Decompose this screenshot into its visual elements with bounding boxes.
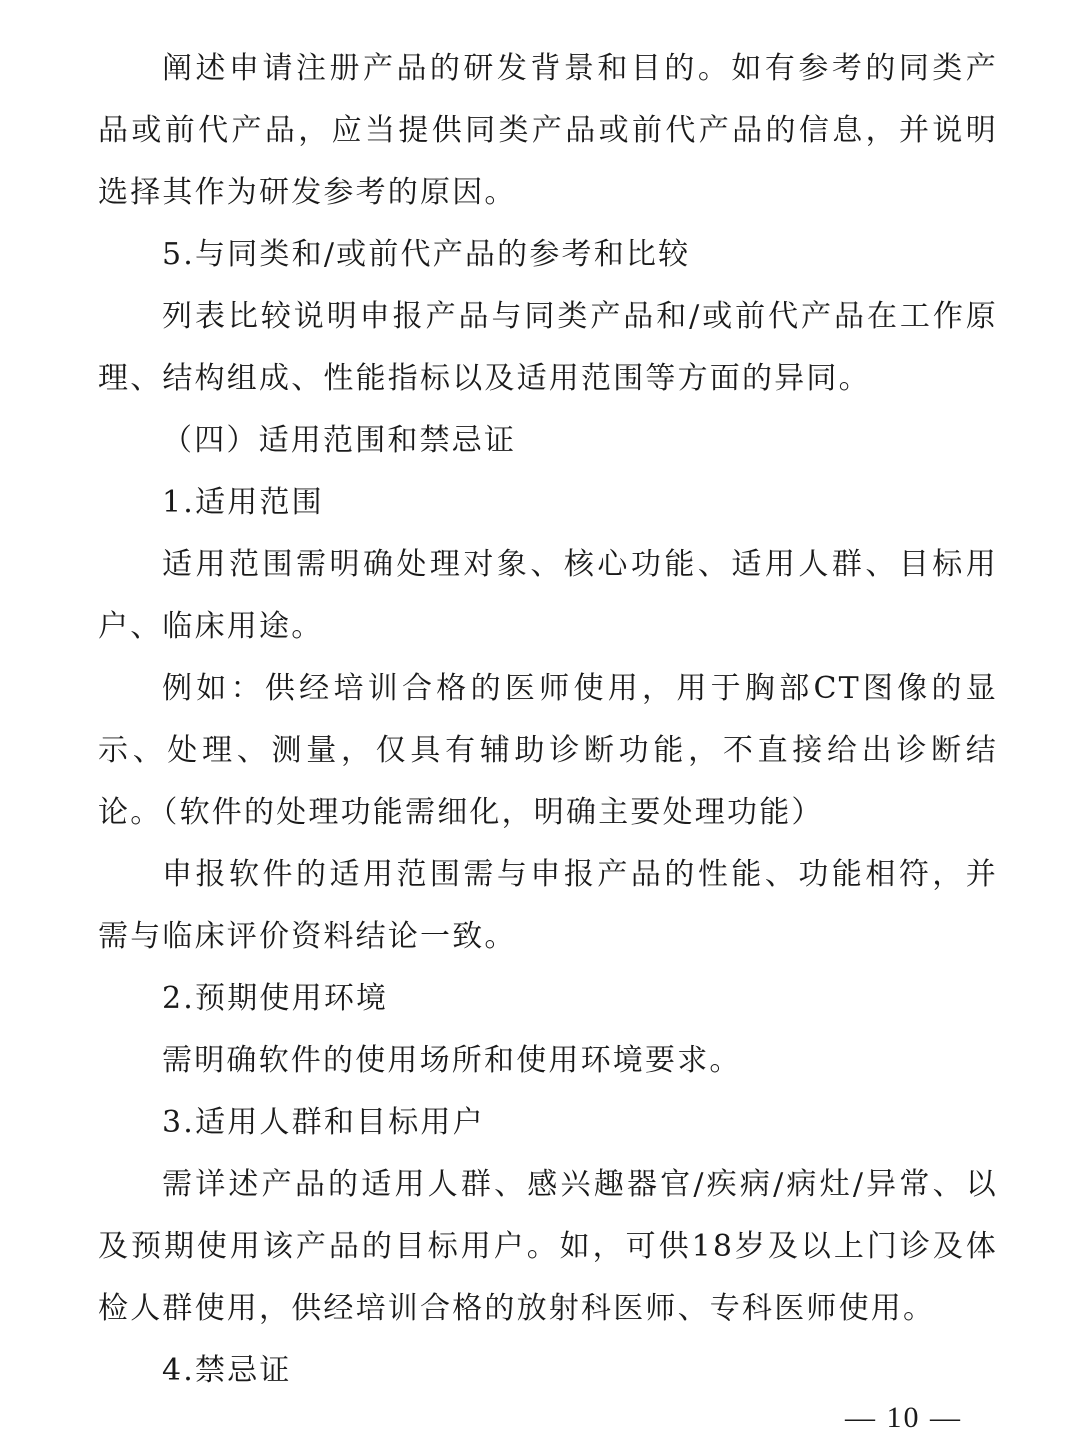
section-heading-contraindications: 4.禁忌证 — [162, 1353, 292, 1388]
paragraph-scope-example: 例如：供经培训合格的医师使用，用于胸部CT图像的显示、处理、测量，仅具有辅助诊断功能，不直接给出诊断结论。（软件的处理功能需细化，明确主要处理功能） — [98, 671, 998, 830]
section-heading-scope-contraindications: （四）适用范围和禁忌证 — [162, 423, 517, 458]
paragraph-research-background: 阐述申请注册产品的研发背景和目的。如有参考的同类产品或前代产品，应当提供同类产品或前代产品的信息，并说明选择其作为研发参考的原因。 — [98, 51, 998, 210]
paragraph-scope: 适用范围需明确处理对象、核心功能、适用人群、目标用户、临床用途。 — [98, 547, 998, 644]
paragraph-population-users: 需详述产品的适用人群、感兴趣器官/疾病/病灶/异常、以及预期使用该产品的目标用户。如，可供18岁及以上门诊及体检人群使用，供经培训合格的放射科医师、专科医师使用。 — [98, 1167, 998, 1326]
page-number: — 10 — — [845, 1401, 962, 1434]
paragraph-scope-consistency: 申报软件的适用范围需与申报产品的性能、功能相符，并需与临床评价资料结论一致。 — [98, 857, 998, 954]
section-heading-scope: 1.适用范围 — [162, 485, 324, 520]
section-heading-population-users: 3.适用人群和目标用户 — [162, 1105, 485, 1140]
section-heading-environment: 2.预期使用环境 — [162, 981, 389, 1016]
paragraph-environment: 需明确软件的使用场所和使用环境要求。 — [162, 1043, 742, 1078]
document-page — [98, 38, 998, 1402]
section-heading-comparison: 5.与同类和/或前代产品的参考和比较 — [162, 237, 691, 272]
paragraph-comparison: 列表比较说明申报产品与同类产品和/或前代产品在工作原理、结构组成、性能指标以及适用范围等方面的异同。 — [98, 299, 998, 396]
